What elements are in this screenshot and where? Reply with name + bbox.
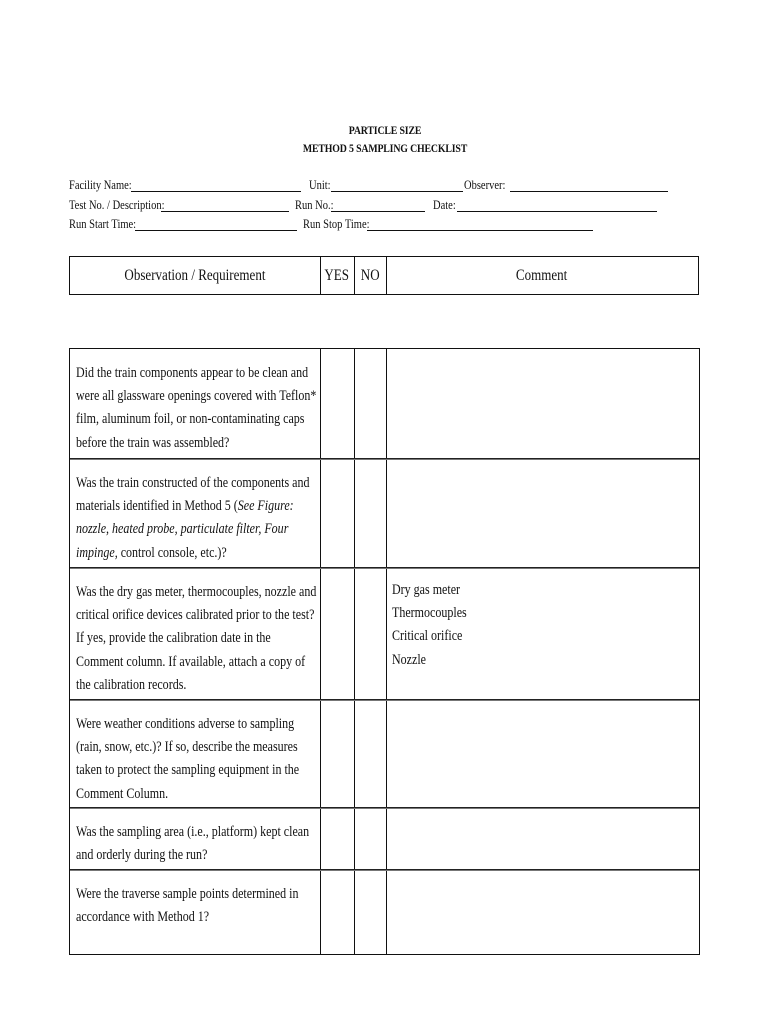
run-start-blank[interactable] [135,230,297,231]
observation-text: Was the dry gas meter, thermocouples, nozzle and critical orifice devices calibrated prior to the test? If yes, provide the calibration date in the Comment column. If available, attach a copy of the calibration records. [76,584,317,693]
table-row [70,700,699,808]
figure-ref-line: materials identified in Method 5 (See Figure: [76,498,294,515]
document-subtitle: METHOD 5 SAMPLING CHECKLIST [302,141,468,155]
date-label: Date: [433,198,456,212]
run-start-field[interactable] [69,216,297,232]
table-row [70,808,699,870]
test-no-label: Test No. / Description: [69,198,165,212]
run-stop-blank[interactable] [367,230,593,231]
table-row [70,568,699,700]
table-row [70,870,699,954]
checklist-table [69,348,700,955]
test-no-blank[interactable] [161,211,289,212]
run-no-blank[interactable] [331,211,425,212]
unit-label: Unit: [309,178,331,192]
date-blank[interactable] [457,211,657,212]
observation-text: Were weather conditions adverse to sampling (rain, snow, etc.)? If so, describe the measures taken to protect the sampling equipment in the Comment Column. [76,716,300,802]
observation-text: Was the sampling area (i.e., platform) kept clean and orderly during the run? [76,824,310,864]
observation-text: Were the traverse sample points determined in accordance with Method 1? [76,886,299,926]
comment-text: Dry gas meter Thermocouples Critical orifice Nozzle [392,582,467,668]
header-comment: Comment [516,266,568,284]
facility-name-label: Facility Name: [69,178,132,192]
observer-field[interactable] [464,177,669,193]
run-stop-label: Run Stop Time: [303,217,370,231]
table-row [70,459,699,568]
test-no-field[interactable] [69,197,289,213]
unit-field[interactable] [309,177,464,193]
run-no-field[interactable] [295,197,425,213]
figure-ref-line-italic: nozzle, heated probe, particulate filter, Four [76,521,289,538]
observer-label: Observer: [464,178,506,192]
facility-name-blank[interactable] [131,191,301,192]
run-no-label: Run No.: [295,198,334,212]
run-stop-field[interactable] [303,216,593,232]
observation-text: Did the train components appear to be clean and were all glassware openings covered with Teflon* film, aluminum foil, or non-contaminating caps before the train was assembled? [76,365,317,451]
table-row [70,349,699,459]
date-field[interactable] [433,197,657,213]
header-yes: YES [324,266,350,284]
observation-text: Was the train constructed of the components and materials identified in Method 5 (See Figure: nozzle, heated probe, particulate filter, Four impinge, control console, etc.)? [76,472,376,565]
observer-blank[interactable] [510,191,668,192]
unit-blank[interactable] [331,191,463,192]
header-observation: Observation / Requirement [124,266,266,284]
figure-ref-line-mixed: impinge, control console, etc.)? [76,544,227,561]
run-start-label: Run Start Time: [69,217,137,231]
document-title: PARTICLE SIZE [348,123,422,137]
table-header [69,256,699,295]
header-no: NO [360,266,380,284]
facility-name-field[interactable] [69,177,301,193]
